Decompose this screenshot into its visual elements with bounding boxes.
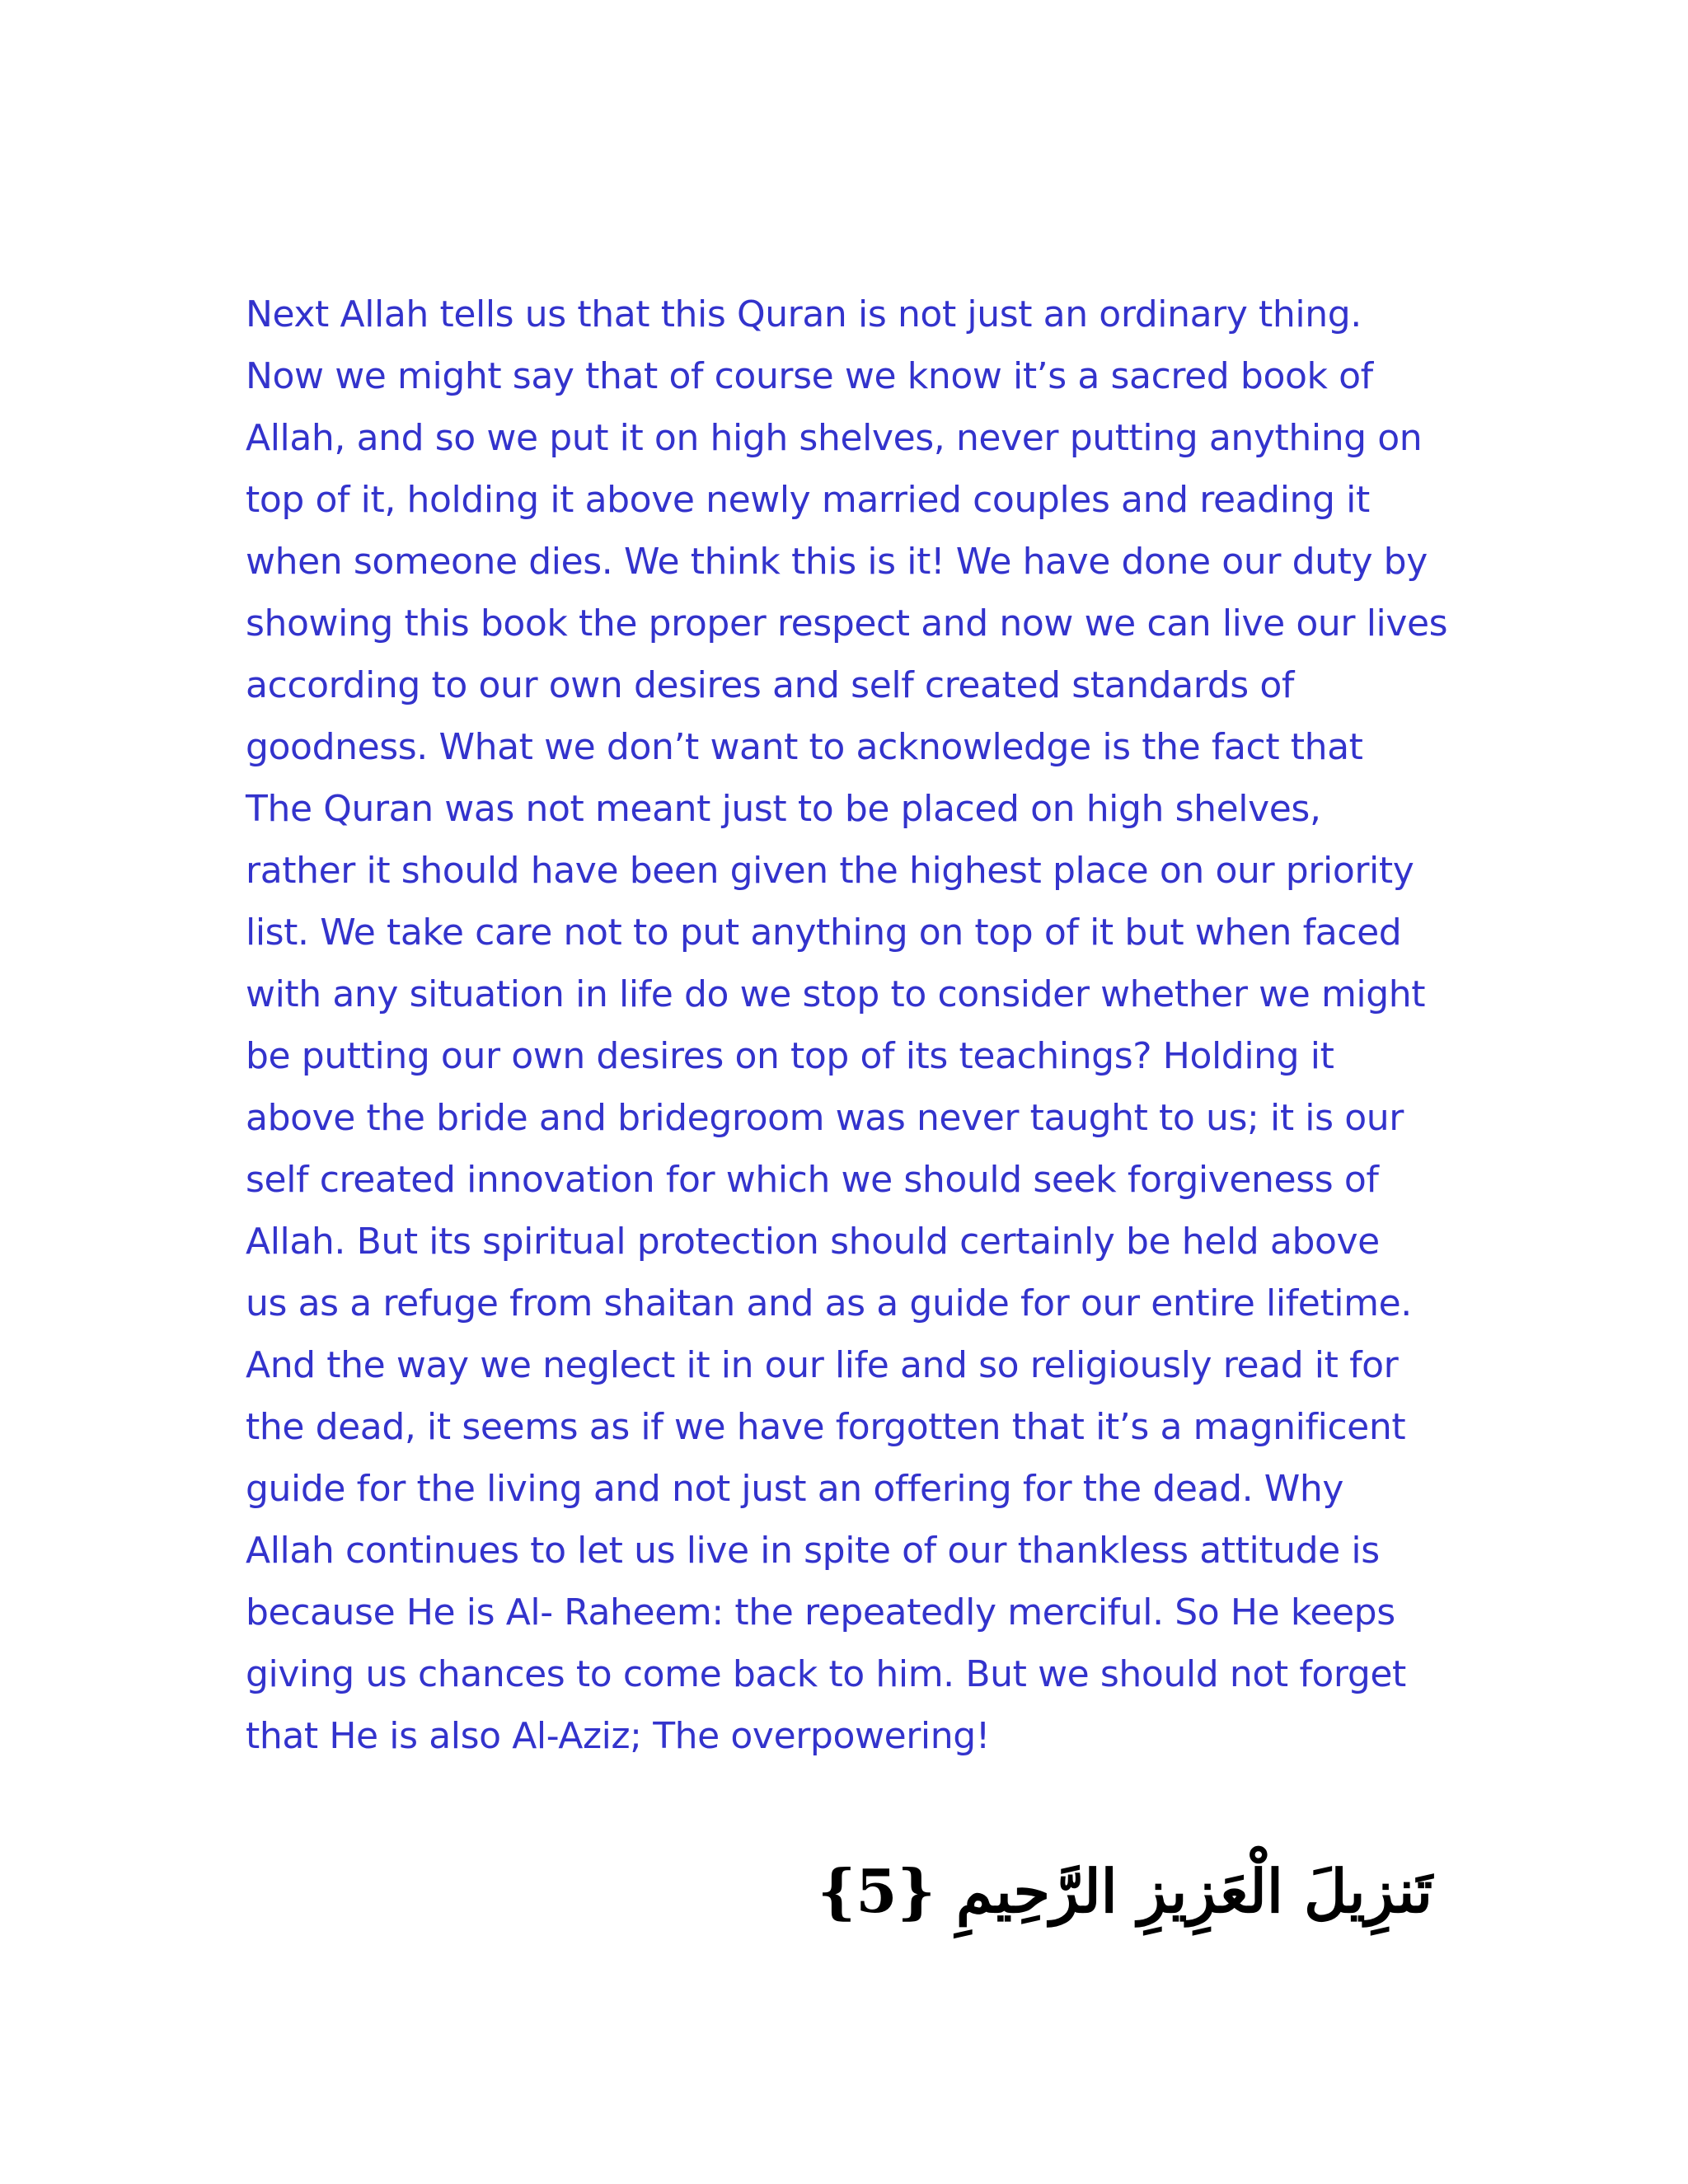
paragraph-line-2: Now we might say that of course we know it’s a sacred book of bbox=[246, 355, 1373, 397]
paragraph-line-11: list. We take care not to put anything on top of it but when faced bbox=[246, 912, 1402, 954]
paragraph-line-19: the dead, it seems as if we have forgotten that it’s a magnificent bbox=[246, 1406, 1406, 1448]
paragraph-line-13: be putting our own desires on top of its teachings? Holding it bbox=[246, 1035, 1334, 1077]
paragraph-line-18: And the way we neglect it in our life and so religiously read it for bbox=[246, 1344, 1399, 1386]
paragraph-line-5: when someone dies. We think this is it! We have done our duty by bbox=[246, 541, 1428, 583]
paragraph-line-14: above the bride and bridegroom was never taught to us; it is our bbox=[246, 1097, 1404, 1139]
arabic-verse: تَنزِيلَ الْعَزِيزِ الرَّحِيمِ {5} bbox=[818, 1856, 1432, 1926]
commentary-paragraph bbox=[246, 284, 1482, 1767]
paragraph-line-1: Next Allah tells us that this Quran is not just an ordinary thing. bbox=[246, 293, 1362, 335]
paragraph-line-15: self created innovation for which we should seek forgiveness of bbox=[246, 1159, 1379, 1201]
paragraph-line-16: Allah. But its spiritual protection should certainly be held above bbox=[246, 1221, 1380, 1263]
paragraph-line-21: Allah continues to let us live in spite of our thankless attitude is bbox=[246, 1530, 1380, 1572]
paragraph-line-7: according to our own desires and self created standards of bbox=[246, 664, 1294, 706]
paragraph-line-20: guide for the living and not just an offering for the dead. Why bbox=[246, 1468, 1344, 1510]
paragraph-line-4: top of it, holding it above newly married couples and reading it bbox=[246, 479, 1370, 521]
paragraph-line-6: showing this book the proper respect and now we can live our lives bbox=[246, 602, 1448, 644]
paragraph-line-23: giving us chances to come back to him. But we should not forget bbox=[246, 1653, 1406, 1695]
paragraph-line-9: The Quran was not meant just to be placed on high shelves, bbox=[246, 788, 1321, 830]
paragraph-line-10: rather it should have been given the highest place on our priority bbox=[246, 850, 1414, 892]
paragraph-line-12: with any situation in life do we stop to consider whether we might bbox=[246, 973, 1426, 1015]
paragraph-line-17: us as a refuge from shaitan and as a guide for our entire lifetime. bbox=[246, 1282, 1412, 1324]
paragraph-line-3: Allah, and so we put it on high shelves, never putting anything on bbox=[246, 417, 1423, 459]
paragraph-line-8: goodness. What we don’t want to acknowledge is the fact that bbox=[246, 726, 1363, 768]
paragraph-line-22: because He is Al- Raheem: the repeatedly merciful. So He keeps bbox=[246, 1591, 1395, 1633]
paragraph-line-24: that He is also Al-Aziz; The overpowering! bbox=[246, 1715, 991, 1757]
